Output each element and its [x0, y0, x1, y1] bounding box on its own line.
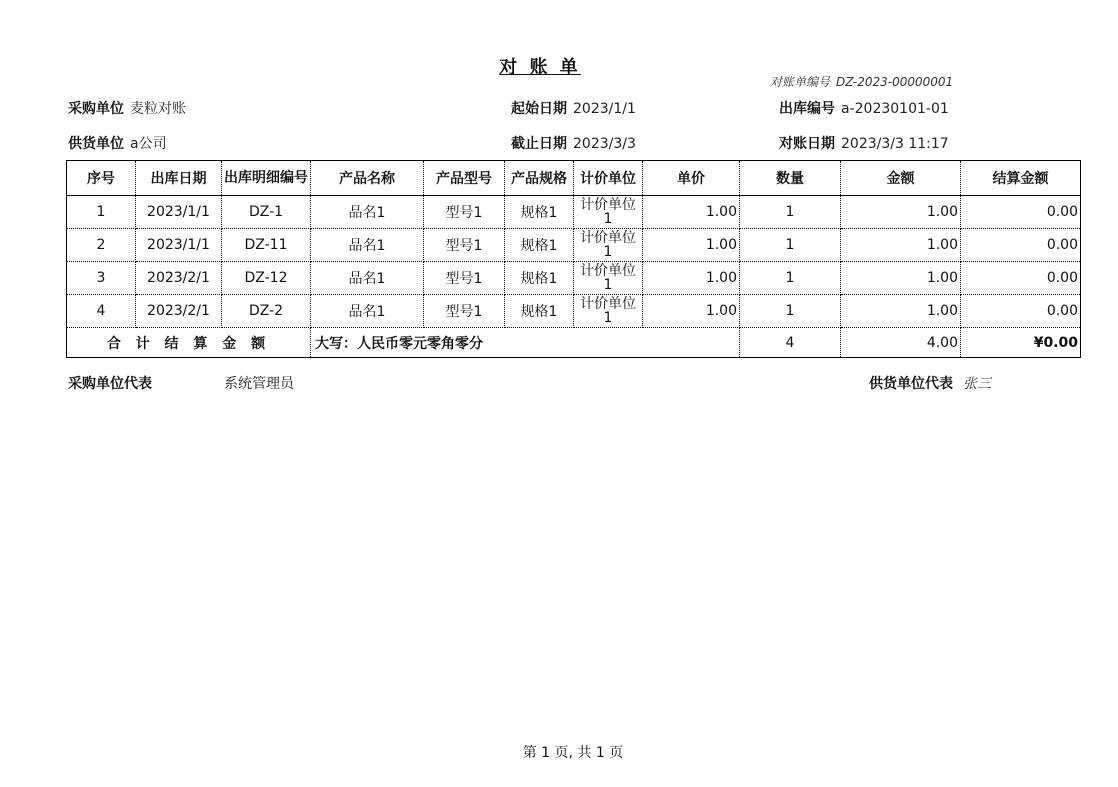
supplier-label: 供货单位 [68, 136, 124, 152]
table-cell: 0.00 [961, 196, 1081, 229]
table-row [67, 262, 1081, 295]
table-cell: 0.00 [961, 295, 1081, 328]
table-cell: 1.00 [841, 295, 961, 328]
column-header: 出库日期 [136, 161, 222, 196]
buyer-label: 采购单位 [68, 101, 124, 117]
column-header: 出库明细编号 [222, 161, 311, 196]
table-row [67, 196, 1081, 229]
table-cell: 1.00 [643, 229, 740, 262]
recon-date-field [779, 133, 949, 153]
start-date-value: 2023/1/1 [573, 101, 636, 117]
column-header: 单价 [643, 161, 740, 196]
table-cell: 计价单位1 [574, 196, 643, 229]
outbound-no-value: a-20230101-01 [841, 101, 949, 117]
buyer-rep-label [68, 373, 152, 393]
doc-number-label: 对账单编号 [770, 75, 831, 89]
buyer-value: 麦粒对账 [130, 101, 186, 117]
table-cell: 1.00 [643, 262, 740, 295]
column-header: 产品型号 [424, 161, 505, 196]
table-cell: 品名1 [311, 229, 424, 262]
table-cell: 1 [67, 196, 136, 229]
table-cell: 2 [67, 229, 136, 262]
table-row [67, 295, 1081, 328]
table-cell: 计价单位1 [574, 229, 643, 262]
table-cell: 型号1 [424, 262, 505, 295]
table-header-row [67, 161, 1081, 196]
start-date-label: 起始日期 [511, 101, 567, 117]
table-cell: 1.00 [643, 196, 740, 229]
table-cell: 1 [740, 229, 841, 262]
table-cell: 规格1 [505, 229, 574, 262]
table-cell: 1.00 [643, 295, 740, 328]
buyer-field [68, 98, 186, 118]
supplier-value: a公司 [130, 136, 167, 152]
outbound-no-label: 出库编号 [779, 101, 835, 117]
table-cell: DZ-1 [222, 196, 311, 229]
table-cell: DZ-2 [222, 295, 311, 328]
start-date-field [511, 98, 636, 118]
table-cell: 2023/1/1 [136, 229, 222, 262]
column-header: 数量 [740, 161, 841, 196]
table-cell: 型号1 [424, 295, 505, 328]
table-cell: 1.00 [841, 262, 961, 295]
buyer-rep-value: 系统管理员 [224, 376, 294, 392]
table-cell: DZ-12 [222, 262, 311, 295]
table-cell: 计价单位1 [574, 295, 643, 328]
table-cell: 3 [67, 262, 136, 295]
end-date-label: 截止日期 [511, 136, 567, 152]
table-cell: 1 [740, 295, 841, 328]
table-cell: 规格1 [505, 262, 574, 295]
doc-number-value: DZ-2023-00000001 [836, 75, 954, 89]
total-row [67, 328, 1081, 358]
table-cell: 规格1 [505, 196, 574, 229]
table-cell: 品名1 [311, 262, 424, 295]
column-header: 产品名称 [311, 161, 424, 196]
table-cell: 品名1 [311, 295, 424, 328]
table-cell: 1.00 [841, 229, 961, 262]
recon-date-label: 对账日期 [779, 136, 835, 152]
page-indicator: 第 1 页, 共 1 页 [522, 745, 624, 761]
table-cell: 1 [740, 196, 841, 229]
recon-date-value: 2023/3/3 11:17 [841, 136, 949, 152]
table-cell: 规格1 [505, 295, 574, 328]
table-cell: 2023/2/1 [136, 262, 222, 295]
table-cell: DZ-11 [222, 229, 311, 262]
total-quantity: 4 [740, 328, 841, 358]
table-cell: 1.00 [841, 196, 961, 229]
page-title: 对 账 单 [499, 57, 581, 78]
total-amount-in-words: 大写：人民币零元零角零分 [311, 328, 740, 358]
supplier-field [68, 133, 167, 153]
table-cell: 0.00 [961, 229, 1081, 262]
table-cell: 0.00 [961, 262, 1081, 295]
buyer-rep-label-text: 采购单位代表 [68, 376, 152, 392]
table-cell: 2023/2/1 [136, 295, 222, 328]
end-date-field [511, 133, 636, 153]
supplier-rep-label [869, 373, 953, 393]
table-cell: 1 [740, 262, 841, 295]
total-settlement: ¥0.00 [961, 328, 1081, 358]
table-row [67, 229, 1081, 262]
supplier-rep-value: 张三 [963, 376, 991, 392]
outbound-no-field [779, 98, 949, 118]
column-header: 金额 [841, 161, 961, 196]
table-cell: 计价单位1 [574, 262, 643, 295]
table-cell: 品名1 [311, 196, 424, 229]
statement-table [66, 160, 1081, 358]
column-header: 序号 [67, 161, 136, 196]
total-label: 合 计 结 算 金 额 [67, 328, 311, 358]
total-amount: 4.00 [841, 328, 961, 358]
column-header: 产品规格 [505, 161, 574, 196]
column-header: 结算金额 [961, 161, 1081, 196]
supplier-rep-label-text: 供货单位代表 [869, 376, 953, 392]
table-cell: 4 [67, 295, 136, 328]
table-cell: 型号1 [424, 196, 505, 229]
table-cell: 2023/1/1 [136, 196, 222, 229]
table-cell: 型号1 [424, 229, 505, 262]
column-header: 计价单位 [574, 161, 643, 196]
doc-number [770, 73, 953, 90]
end-date-value: 2023/3/3 [573, 136, 636, 152]
